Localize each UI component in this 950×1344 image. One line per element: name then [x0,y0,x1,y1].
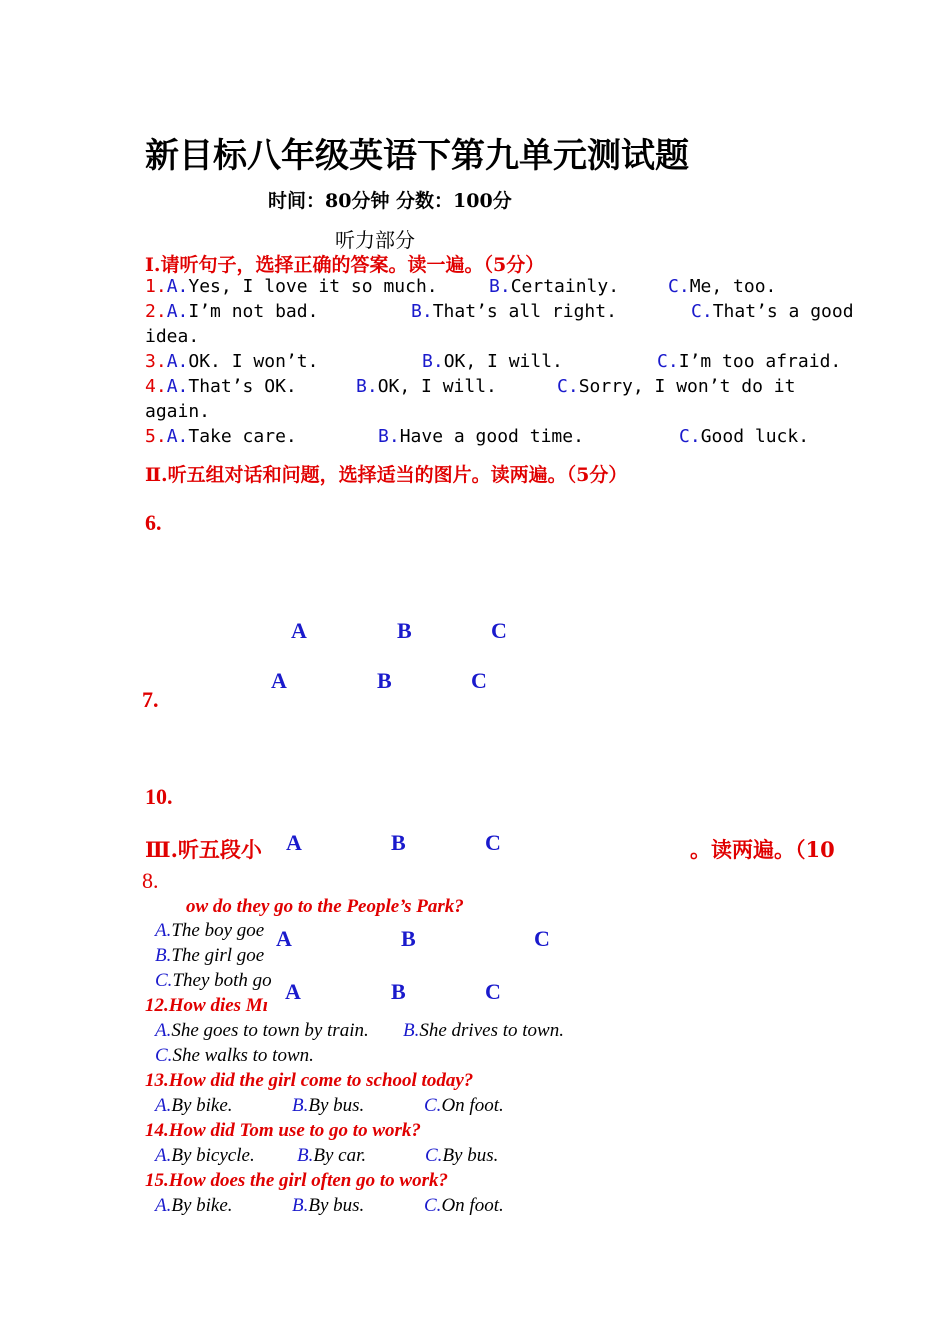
q1-a-text: Yes, I love it so much. [188,276,438,297]
q15-a-letter: A. [155,1195,172,1216]
q8-number: 8. [142,868,159,893]
q11-option-a [155,920,264,942]
q5-a-text: Take care. [188,426,297,447]
q1-c-text: Me, too. [689,276,777,297]
q1-number: 1. [145,276,167,297]
q2-c [691,301,854,322]
q4-b-letter: B. [356,376,378,397]
q3-b [422,351,563,372]
q4-b-text: OK, I will. [377,376,497,397]
q12-a-text: She goes to town by train. [171,1020,369,1041]
q10-option-b: B [391,979,406,1004]
q6-option-b: B [397,618,412,643]
q7-option-b: B [377,668,392,693]
q14-option-b [297,1145,366,1167]
q6-option-c: C [491,618,507,643]
q2-continuation: idea. [145,326,200,347]
q15-option-c [424,1195,504,1217]
q2-a-text: I’m not bad. [188,301,319,322]
q2-b-text: That’s all right. [432,301,617,322]
q5-a-letter: A. [166,426,189,447]
q14-option-c [425,1145,498,1167]
q5-row [145,426,297,447]
q14-c-letter: C. [425,1145,443,1166]
q12-b-text: She drives to town. [419,1020,564,1041]
q2-c-letter: C. [691,301,713,322]
q14-a-text: By bicycle. [171,1145,255,1166]
q3-a-text: OK. I won’t. [188,351,319,372]
q4-number: 4. [145,376,167,397]
q5-c-text: Good luck. [700,426,810,447]
q2-number: 2. [145,301,167,322]
listening-header: 听力部分 [335,228,415,252]
q6-option-a: A [291,618,307,643]
q7-option-c: C [471,668,487,693]
q13-question: 13.How did the girl come to school today? [145,1070,474,1091]
q4-c-letter: C. [557,376,579,397]
section3-heading-right: 。读两遍。（10 [690,837,835,862]
q9-option-c: C [485,830,501,855]
q3-c [657,351,841,372]
q12-a-letter: A. [155,1020,172,1041]
q1-b-text: Certainly. [510,276,620,297]
q1-b [489,276,619,297]
q2-a-letter: A. [166,301,189,322]
q13-option-a [155,1095,233,1117]
q3-b-letter: B. [422,351,444,372]
q11-option-b [155,945,264,967]
q1-a-letter: A. [166,276,189,297]
q4-continuation: again. [145,401,211,422]
q13-a-text: By bike. [171,1095,233,1116]
q1-row [145,276,438,297]
q4-b [356,376,497,397]
q13-c-letter: C. [424,1095,442,1116]
q11-a-text: The boy goe [171,920,265,941]
q12-option-c [155,1045,314,1067]
q2-b [411,301,617,322]
q1-b-letter: B. [489,276,511,297]
q15-b-letter: B. [292,1195,309,1216]
q4-a-text: That’s OK. [188,376,297,397]
q11-c-text: They both go [172,970,272,991]
q5-c-letter: C. [679,426,701,447]
q11-b-letter: B. [155,945,172,966]
q13-option-c [424,1095,504,1117]
q8-option-c: C [534,926,550,951]
q11-a-letter: A. [155,920,172,941]
q5-b-text: Have a good time. [399,426,584,447]
q14-a-letter: A. [155,1145,172,1166]
q13-c-text: On foot. [441,1095,504,1116]
q3-c-text: I’m too afraid. [678,351,842,372]
q11-question: ow do they go to the People’s Park? [186,896,464,917]
q5-b [378,426,584,447]
q14-question: 14.How did Tom use to go to work? [145,1120,421,1141]
q12-c-letter: C. [155,1045,173,1066]
q3-number: 3. [145,351,167,372]
q12-c-text: She walks to town. [172,1045,314,1066]
page-title: 新目标八年级英语下第九单元测试题 [145,136,689,176]
q10-option-a: A [285,979,301,1004]
exam-meta: 时间：80分钟 分数：100分 [268,190,512,212]
q13-option-b [292,1095,364,1117]
q5-b-letter: B. [378,426,400,447]
q15-c-text: On foot. [441,1195,504,1216]
q3-row [145,351,318,372]
q3-b-text: OK, I will. [443,351,563,372]
q11-b-text: The girl goe [171,945,265,966]
q2-b-letter: B. [411,301,433,322]
section2-heading: Ⅱ.听五组对话和问题，选择适当的图片。读两遍。（5分） [145,464,628,486]
q7-option-a: A [271,668,287,693]
q15-c-letter: C. [424,1195,442,1216]
q4-row [145,376,297,397]
q12-b-letter: B. [403,1020,420,1041]
section3-heading-left: Ⅲ.听五段小 [145,837,262,862]
q13-b-letter: B. [292,1095,309,1116]
q14-b-letter: B. [297,1145,314,1166]
section1-heading: Ⅰ.请听句子，选择正确的答案。读一遍。（5分） [145,254,545,276]
q8-option-b: B [401,926,416,951]
q9-option-b: B [391,830,406,855]
q12-option-b [403,1020,564,1042]
q5-number: 5. [145,426,167,447]
q2-c-text: That’s a good [712,301,854,322]
q9-option-a: A [286,830,302,855]
q12-option-a [155,1020,369,1042]
q4-c-text: Sorry, I won’t do it [578,376,796,397]
q6-number: 6. [145,510,162,535]
q1-c-letter: C. [668,276,690,297]
q7-number: 7. [142,687,159,712]
q10-number: 10. [145,784,173,809]
q15-option-a [155,1195,233,1217]
q13-b-text: By bus. [308,1095,365,1116]
q8-option-a: A [276,926,292,951]
q5-c [679,426,809,447]
q11-option-c [155,970,272,992]
q1-c [668,276,776,297]
q10-option-c: C [485,979,501,1004]
q14-option-a [155,1145,255,1167]
q15-b-text: By bus. [308,1195,365,1216]
q15-a-text: By bike. [171,1195,233,1216]
q3-c-letter: C. [657,351,679,372]
q13-a-letter: A. [155,1095,172,1116]
q12-question: 12.How dies Mı [145,995,268,1016]
q14-b-text: By car. [313,1145,367,1166]
q4-c [557,376,795,397]
q15-question: 15.How does the girl often go to work? [145,1170,448,1191]
q15-option-b [292,1195,364,1217]
q2-row [145,301,318,322]
q4-a-letter: A. [166,376,189,397]
q11-c-letter: C. [155,970,173,991]
q14-c-text: By bus. [442,1145,499,1166]
q3-a-letter: A. [166,351,189,372]
